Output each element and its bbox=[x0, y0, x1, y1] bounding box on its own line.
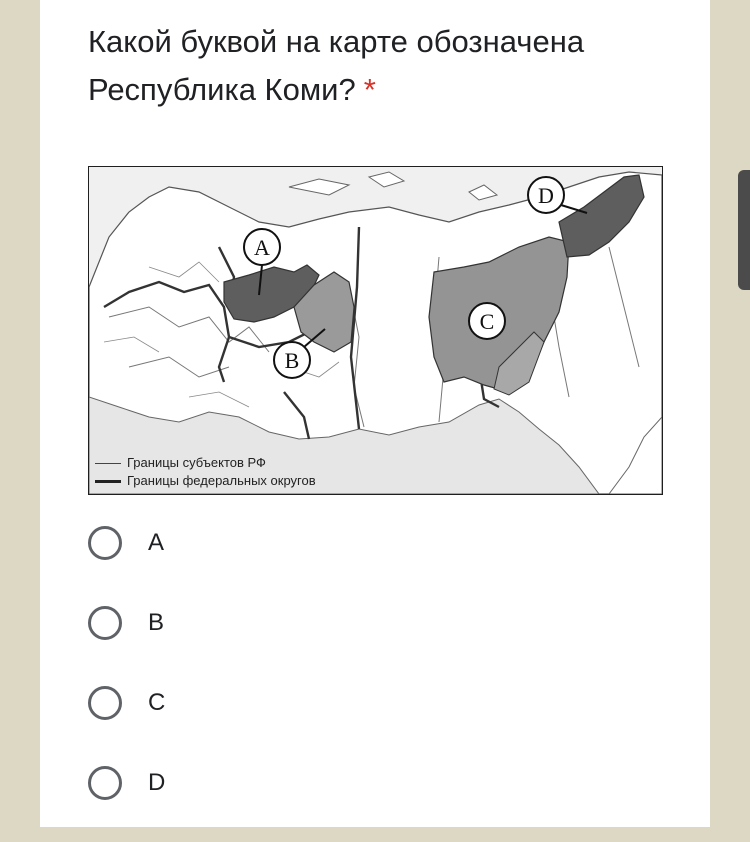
label-c-text: C bbox=[479, 309, 495, 334]
radio-button-b[interactable] bbox=[88, 606, 122, 640]
radio-button-a[interactable] bbox=[88, 526, 122, 560]
thin-line-icon bbox=[95, 463, 121, 464]
radio-button-c[interactable] bbox=[88, 686, 122, 720]
map-image bbox=[89, 167, 662, 494]
question-card bbox=[40, 0, 710, 827]
option-d-label[interactable]: D bbox=[148, 769, 166, 796]
legend-district-text: Границы федеральных округов bbox=[127, 473, 316, 488]
thick-line-icon bbox=[95, 480, 121, 483]
option-a-label[interactable]: A bbox=[148, 529, 165, 556]
legend-district-borders bbox=[95, 472, 316, 490]
label-b-text: B bbox=[284, 348, 300, 373]
legend-subject-text: Границы субъектов РФ bbox=[127, 455, 266, 470]
radio-button-d[interactable] bbox=[88, 766, 122, 800]
label-a-text: A bbox=[254, 235, 270, 260]
russia-map bbox=[88, 166, 663, 495]
question-title bbox=[88, 18, 678, 114]
answer-options bbox=[88, 522, 165, 842]
option-c[interactable] bbox=[88, 682, 165, 724]
option-b[interactable] bbox=[88, 602, 165, 644]
label-b-marker bbox=[274, 342, 310, 378]
option-b-label[interactable]: B bbox=[148, 609, 165, 636]
label-a-marker bbox=[244, 229, 280, 265]
label-c-marker bbox=[469, 303, 505, 339]
label-d-text: D bbox=[538, 183, 554, 208]
option-d[interactable] bbox=[88, 762, 165, 804]
map-legend bbox=[95, 454, 316, 490]
question-text: Какой буквой на карте обозначена Республика Коми? bbox=[88, 24, 585, 107]
scrollbar-handle[interactable] bbox=[738, 170, 750, 290]
option-c-label[interactable]: C bbox=[148, 689, 166, 716]
required-asterisk: * bbox=[363, 72, 376, 107]
label-d-marker bbox=[528, 177, 564, 213]
option-a[interactable] bbox=[88, 522, 165, 564]
legend-subject-borders bbox=[95, 454, 316, 472]
